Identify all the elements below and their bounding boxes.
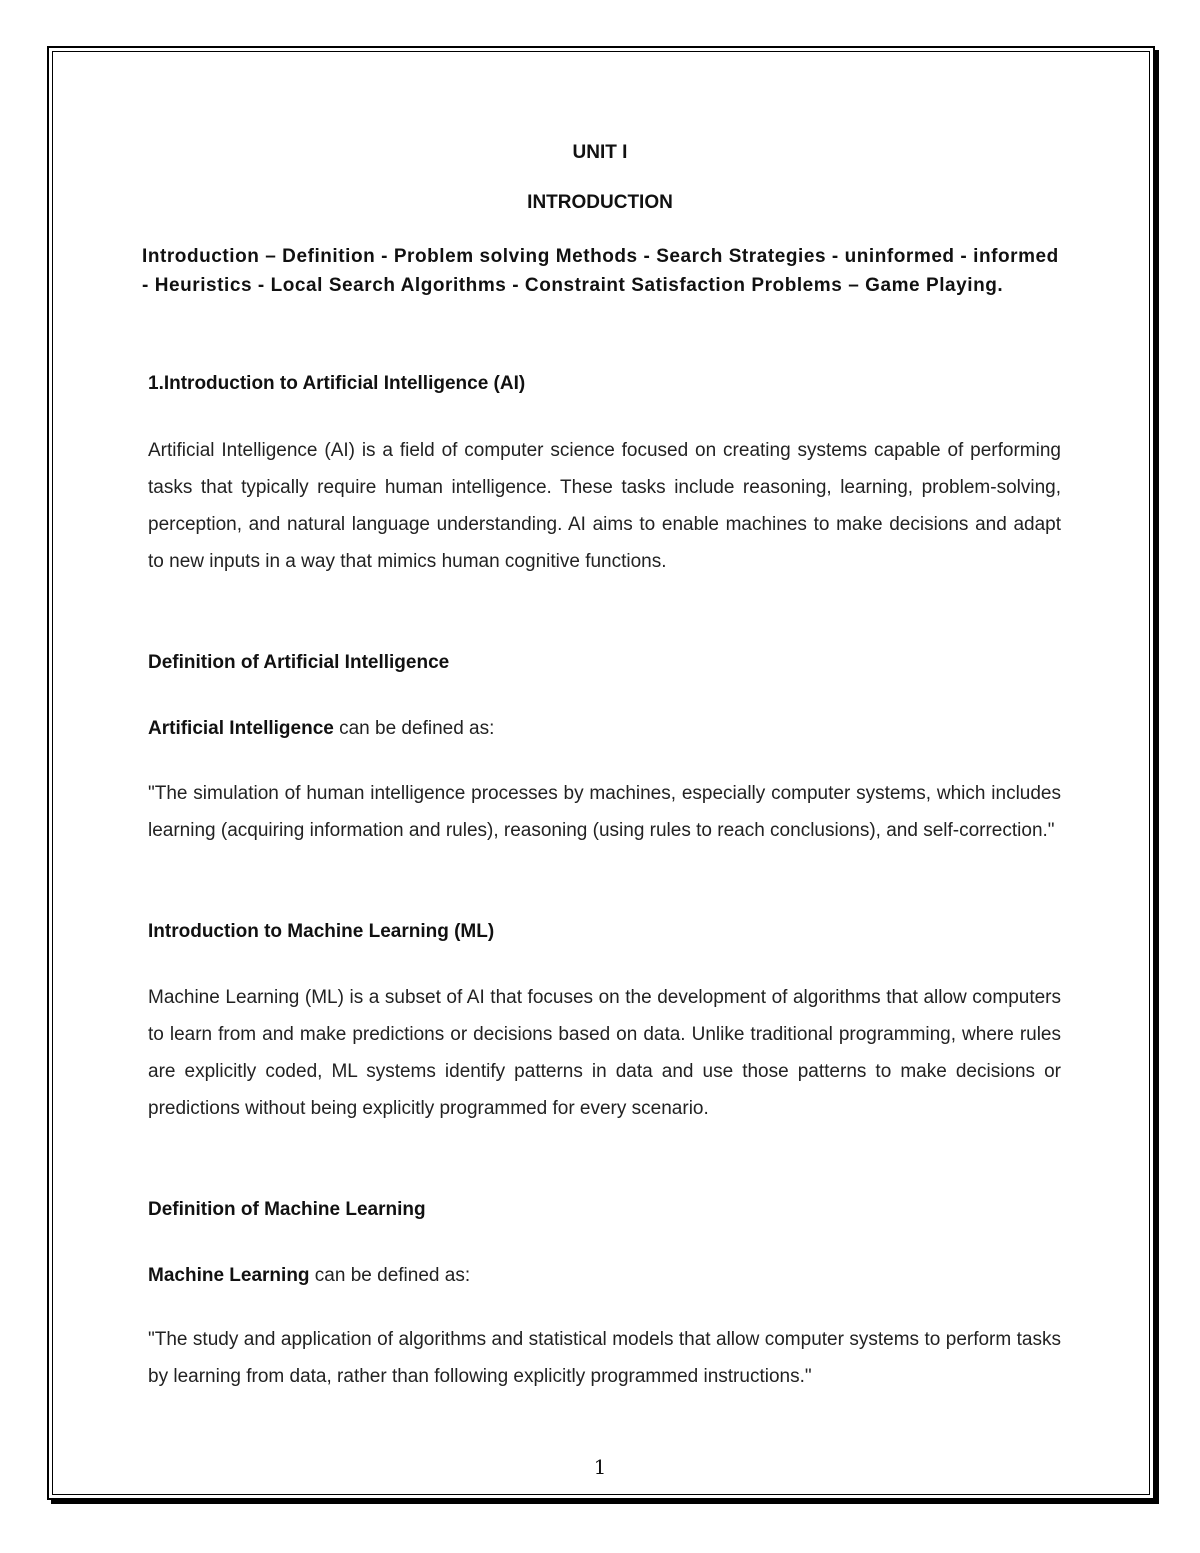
ml-definition-term: Machine Learning xyxy=(148,1265,310,1286)
ai-definition-quote: "The simulation of human intelligence processes by machines, especially computer systems, which includes learning (acquiring information and rules), reasoning (using rules to reach conclusions), and self-correction." xyxy=(148,783,1061,841)
ml-definition-quote: "The study and application of algorithms and statistical models that allow computer systems to perform tasks by learning from data, rather than following explicitly programmed instructions." xyxy=(148,1329,1061,1387)
ai-intro-paragraph: Artificial Intelligence (AI) is a field of computer science focused on creating systems capable of performing tasks that typically require human intelligence. These tasks include reasoning, learning, problem-solving, perception, and natural language understanding. AI aims to enable machines to make decisions and adapt to new inputs in a way that mimics human cognitive functions. xyxy=(148,440,1061,572)
ai-definition-heading: Definition of Artificial Intelligence xyxy=(148,652,450,673)
ai-definition-lead-text: can be defined as: xyxy=(333,718,495,739)
page-number: 1 xyxy=(593,1455,607,1479)
ai-definition-term: Artificial Intelligence xyxy=(148,718,334,739)
ml-definition-lead xyxy=(148,1257,1061,1294)
ml-definition-lead-text: can be defined as: xyxy=(309,1265,471,1286)
ai-intro-heading: 1.Introduction to Artificial Intelligence (AI) xyxy=(148,373,526,394)
unit-title: UNIT I xyxy=(572,142,628,163)
ml-intro-paragraph: Machine Learning (ML) is a subset of AI that focuses on the development of algorithms that allow computers to learn from and make predictions or decisions based on data. Unlike traditional programming, where rules are explicitly coded, ML systems identify patterns in data and use those patterns to make decisions or predictions without being explicitly programmed for every scenario. xyxy=(148,987,1061,1119)
ai-definition-lead xyxy=(148,710,1061,747)
ml-definition-heading: Definition of Machine Learning xyxy=(148,1199,426,1220)
chapter-title: INTRODUCTION xyxy=(527,192,673,213)
syllabus-topics: Introduction – Definition - Problem solving Methods - Search Strategies - uninformed - informed - Heuristics - Local Search Algorithms - Constraint Satisfaction Problems – Game Playing. xyxy=(142,246,1059,296)
ml-intro-heading: Introduction to Machine Learning (ML) xyxy=(148,921,495,942)
